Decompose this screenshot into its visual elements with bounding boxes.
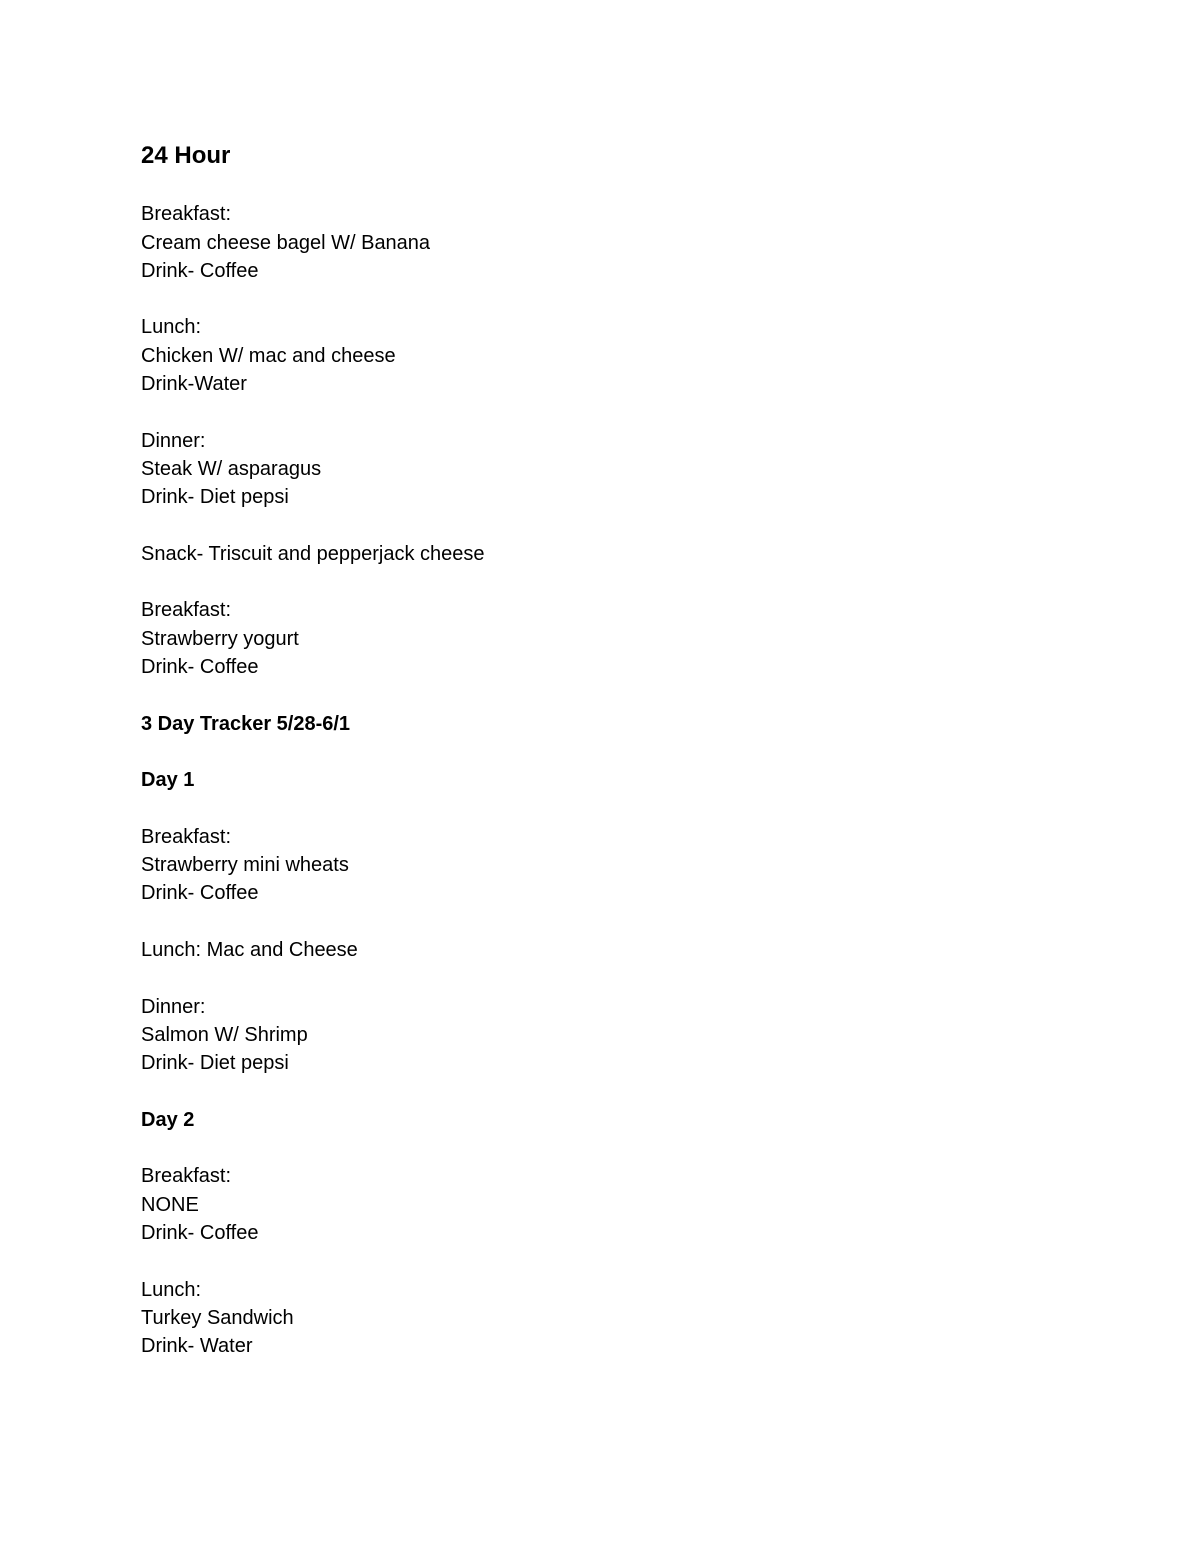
text-line: Breakfast: (141, 1165, 232, 1188)
blank-line (141, 1078, 1041, 1106)
section-heading: 3 Day Tracker 5/28-6/1 (141, 712, 351, 735)
text-line: Drink- Water (141, 1335, 253, 1358)
text-line: Steak W/ asparagus (141, 457, 322, 480)
text-line: Drink- Coffee (141, 882, 259, 905)
document-body (141, 200, 1041, 1360)
text-line: Lunch: (141, 316, 202, 339)
text-line: Lunch: (141, 1278, 202, 1301)
blank-line (141, 1134, 1041, 1162)
section-heading: Day 2 (141, 1108, 195, 1131)
blank-line (141, 908, 1041, 936)
text-line: Drink- Coffee (141, 656, 259, 679)
blank-line (141, 795, 1041, 823)
text-line: Snack- Triscuit and pepperjack cheese (141, 542, 485, 565)
blank-line (141, 285, 1041, 313)
section-heading: Day 1 (141, 769, 195, 792)
text-line: NONE (141, 1193, 199, 1216)
text-line: Cream cheese bagel W/ Banana (141, 231, 431, 254)
blank-line (141, 398, 1041, 426)
text-line: Salmon W/ Shrimp (141, 1023, 308, 1046)
text-line: Chicken W/ mac and cheese (141, 344, 396, 367)
text-line: Drink- Coffee (141, 1221, 259, 1244)
blank-line (141, 681, 1041, 709)
text-line: Strawberry yogurt (141, 627, 299, 650)
document-title: 24 Hour (141, 142, 231, 169)
text-line: Breakfast: (141, 203, 232, 226)
text-line: Drink- Diet pepsi (141, 1052, 289, 1075)
text-line: Strawberry mini wheats (141, 854, 349, 877)
text-line: Drink- Diet pepsi (141, 486, 289, 509)
blank-line (141, 512, 1041, 540)
blank-line (141, 964, 1041, 992)
spacer (141, 172, 1041, 200)
document-page (141, 140, 1041, 1360)
text-line: Drink-Water (141, 373, 247, 396)
text-line: Dinner: (141, 429, 206, 452)
text-line: Breakfast: (141, 599, 232, 622)
text-line: Lunch: Mac and Cheese (141, 939, 358, 962)
text-line: Drink- Coffee (141, 259, 259, 282)
text-line: Breakfast: (141, 825, 232, 848)
blank-line (141, 568, 1041, 596)
text-line: Turkey Sandwich (141, 1306, 294, 1329)
blank-line (141, 738, 1041, 766)
text-line: Dinner: (141, 995, 206, 1018)
blank-line (141, 1247, 1041, 1275)
